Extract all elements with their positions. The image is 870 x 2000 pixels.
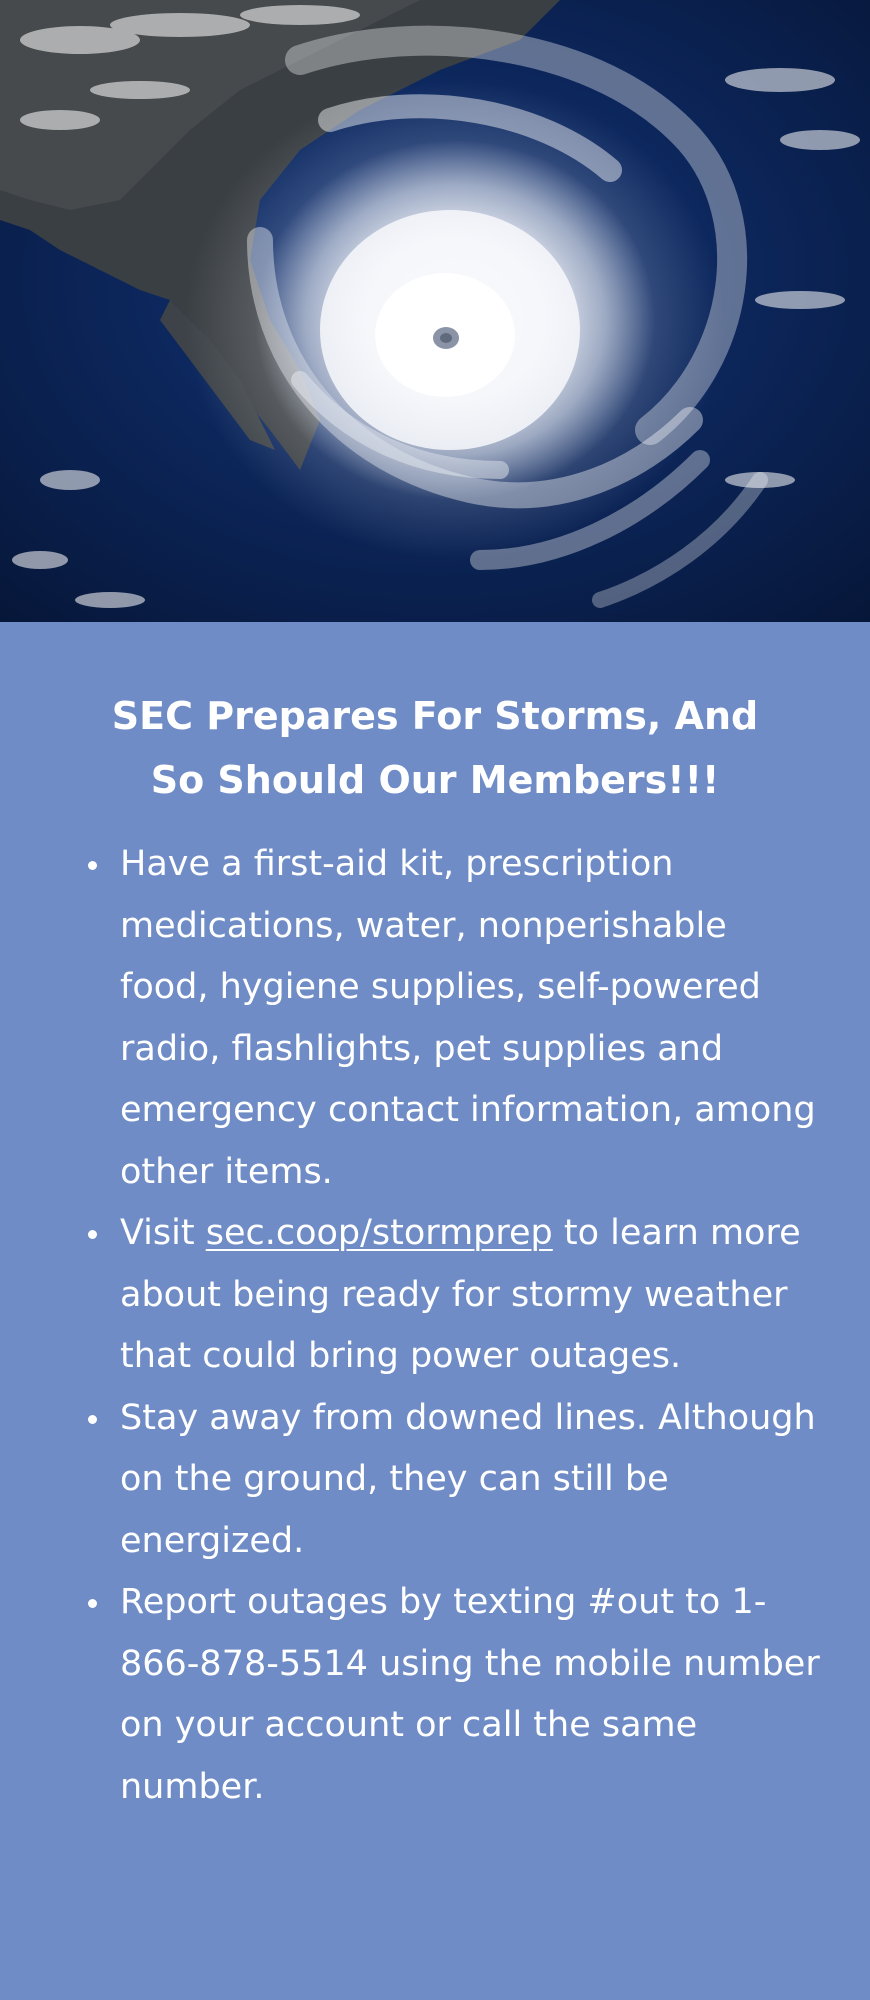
- hurricane-illustration: [0, 0, 870, 622]
- list-item: [120, 1388, 820, 1573]
- page-title: [60, 684, 810, 812]
- bullet-icon: [88, 1415, 97, 1424]
- tip-text: Report outages by texting #out to 1-866-878-5514 using the mobile number on your account or call the same number.: [120, 1582, 820, 1807]
- content-panel: [0, 622, 870, 2000]
- tip-text: Stay away from downed lines. Although on the ground, they can still be energized.: [120, 1397, 816, 1561]
- title-line-2: So Should Our Members!!!: [150, 758, 720, 802]
- title-line-1: SEC Prepares For Storms, And: [111, 694, 759, 738]
- tip-prefix: Visit: [120, 1213, 206, 1253]
- bullet-icon: [88, 861, 97, 870]
- hurricane-satellite-image: [0, 0, 870, 622]
- storm-tips-list: [120, 834, 820, 1818]
- bullet-icon: [88, 1230, 97, 1239]
- tip-text: Have a first-aid kit, prescription medications, water, nonperishable food, hygiene supplies, self-powered radio, flashlights, pet supplies and emergency contact information, among other items.: [120, 844, 816, 1192]
- stormprep-link[interactable]: sec.coop/stormprep: [205, 1213, 553, 1253]
- list-item: [120, 1572, 820, 1818]
- list-item: [120, 1203, 820, 1388]
- bullet-icon: [88, 1599, 97, 1608]
- tip-suffix: to learn more about being ready for stormy weather that could bring power outages.: [120, 1213, 801, 1376]
- list-item: [120, 834, 820, 1203]
